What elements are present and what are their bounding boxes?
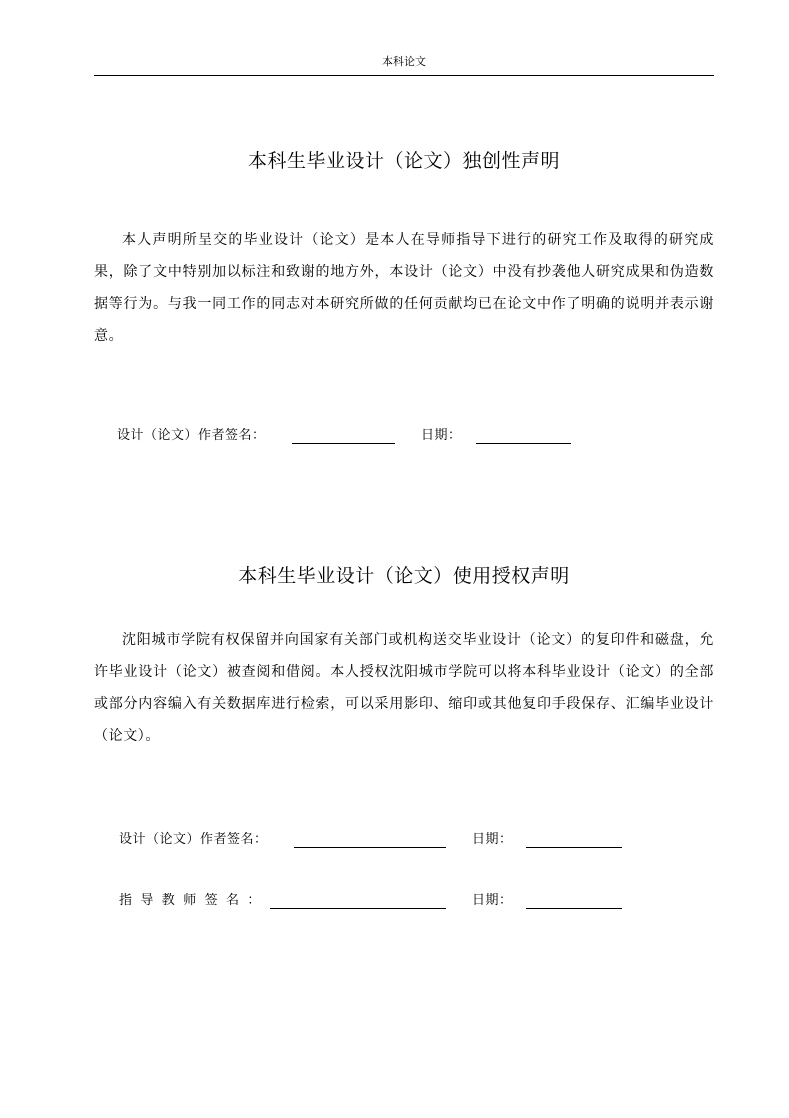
advisor-signature-label: 指导教师签名： — [119, 893, 269, 908]
date-field[interactable] — [526, 847, 622, 848]
author-signature-field[interactable] — [292, 443, 395, 444]
date-label: 日期： — [472, 832, 513, 847]
author-signature-label: 设计（论文）作者签名： — [119, 832, 268, 847]
originality-statement: 本人声明所呈交的毕业设计（论文）是本人在导师指导下进行的研究工作及取得的研究成果，除了文中特别加以标注和致谢的地方外，本设计（论文）中没有抄袭他人研究成果和伪造数据等行为。与我一同工作的同志对本研究所做的任何贡献均已在论文中作了明确的说明并表示谢意。 — [94, 232, 714, 344]
advisor-signature-field[interactable] — [270, 908, 446, 909]
authorization-author-signature-row — [0, 831, 789, 851]
authorization-advisor-signature-row — [0, 892, 789, 912]
originality-title: 本科生毕业设计（论文）独创性声明 — [247, 150, 560, 172]
authorization-statement: 沈阳城市学院有权保留并向国家有关部门或机构送交毕业设计（论文）的复印件和磁盘，允许毕业设计（论文）被查阅和借阅。本人授权沈阳城市学院可以将本科毕业设计（论文）的全部或部分内容编入有关数据库进行检索，可以采用影印、缩印或其他复印手段保存、汇编毕业设计（论文）。 — [94, 632, 714, 744]
date-label: 日期： — [472, 893, 513, 908]
author-signature-field[interactable] — [294, 847, 446, 848]
date-field[interactable] — [526, 908, 622, 909]
page-header — [94, 55, 714, 76]
header-text: 本科论文 — [382, 55, 426, 68]
date-field[interactable] — [476, 443, 571, 444]
date-label: 日期： — [421, 428, 462, 443]
author-signature-label: 设计（论文）作者签名： — [117, 428, 266, 443]
originality-signature-row — [0, 427, 789, 447]
authorization-title: 本科生毕业设计（论文）使用授权声明 — [238, 565, 570, 587]
